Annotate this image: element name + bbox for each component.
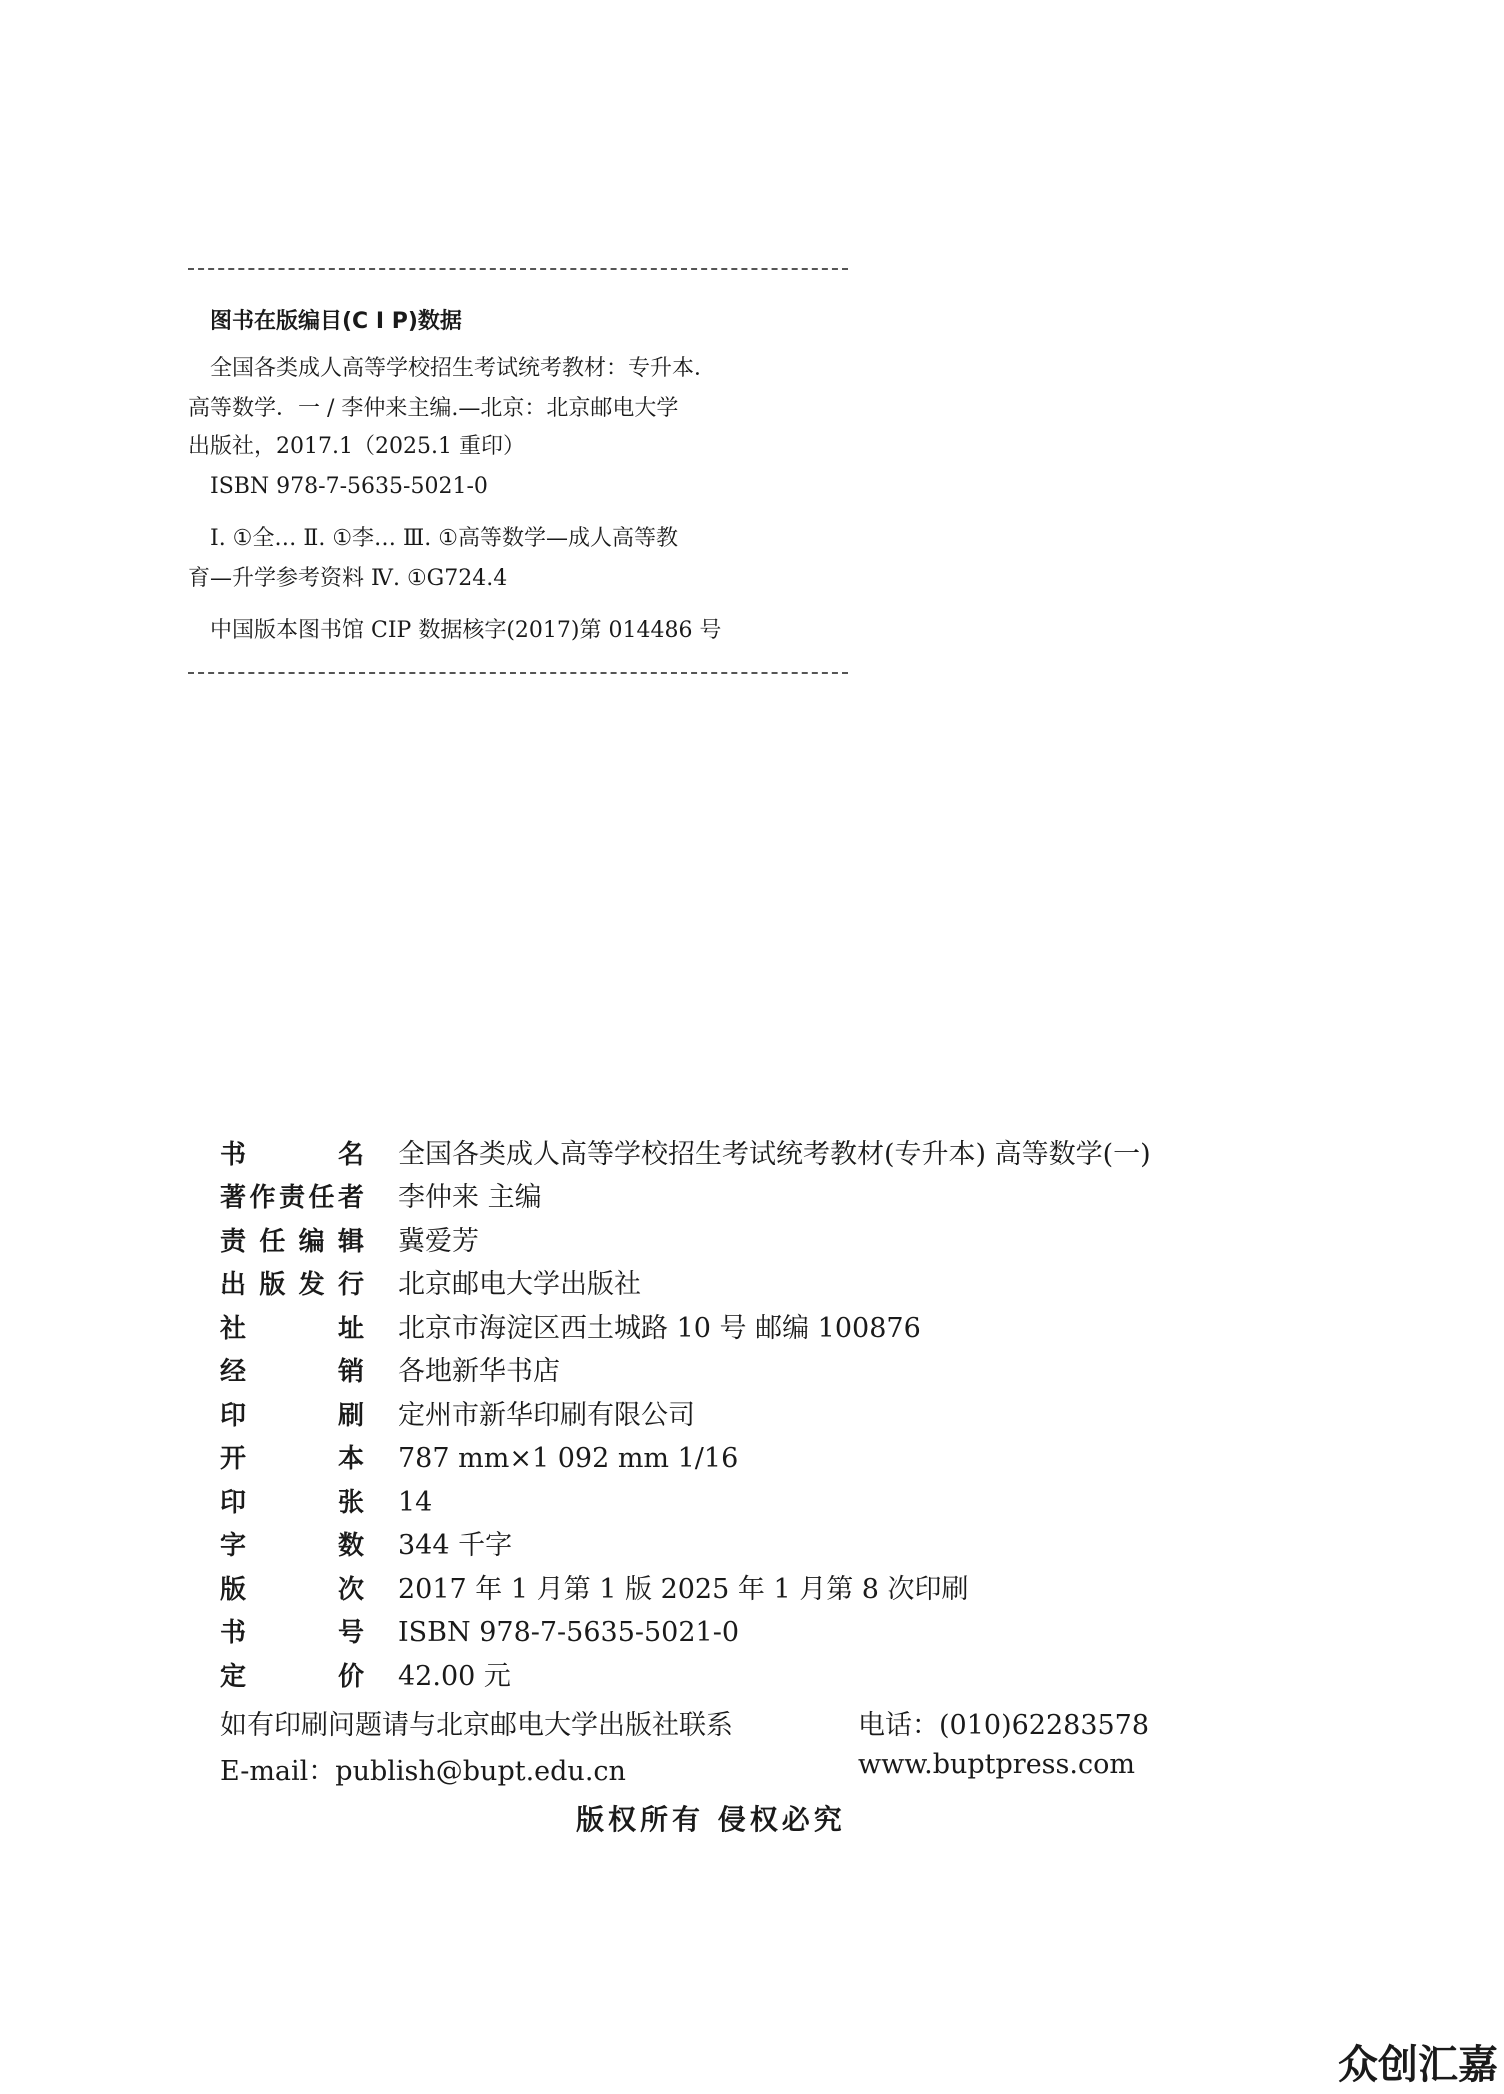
info-row bbox=[220, 1312, 921, 1346]
copyright-notice: 版权所有 侵权必究 bbox=[576, 1803, 846, 1836]
info-row bbox=[220, 1181, 542, 1215]
info-row bbox=[220, 1616, 739, 1650]
cip-line: Ⅰ. ①全… Ⅱ. ①李… Ⅲ. ①高等数学—成人高等教 bbox=[210, 526, 678, 551]
info-label: 责任编辑 bbox=[220, 1227, 364, 1257]
info-row bbox=[220, 1573, 969, 1607]
info-value: 北京邮电大学出版社 bbox=[398, 1269, 641, 1300]
info-value: ISBN 978-7-5635-5021-0 bbox=[398, 1617, 740, 1648]
info-value: 各地新华书店 bbox=[398, 1356, 560, 1387]
info-row bbox=[220, 1225, 479, 1259]
info-row bbox=[220, 1268, 641, 1302]
cip-line: ISBN 978-7-5635-5021-0 bbox=[210, 474, 488, 499]
info-row bbox=[220, 1355, 560, 1389]
info-label: 版次 bbox=[220, 1575, 364, 1605]
info-label: 经销 bbox=[220, 1357, 364, 1387]
info-label: 书号 bbox=[220, 1618, 364, 1648]
info-value: 冀爱芳 bbox=[398, 1226, 479, 1257]
cip-line: 中国版本图书馆 CIP 数据核字(2017)第 014486 号 bbox=[210, 618, 722, 643]
info-label: 开本 bbox=[220, 1444, 364, 1474]
info-label: 出版发行 bbox=[220, 1270, 364, 1300]
info-label: 社址 bbox=[220, 1314, 364, 1344]
cip-title: 图书在版编目(C I P)数据 bbox=[210, 309, 462, 334]
cip-line: 高等数学．一 / 李仲来主编.—北京：北京邮电大学 bbox=[188, 396, 679, 421]
info-row bbox=[220, 1138, 1151, 1172]
info-row bbox=[220, 1529, 512, 1563]
cip-bottom-divider bbox=[188, 672, 848, 674]
contact-website: www.buptpress.com bbox=[858, 1749, 1135, 1780]
info-value: 2017 年 1 月第 1 版 2025 年 1 月第 8 次印刷 bbox=[398, 1574, 969, 1605]
cip-line: 全国各类成人高等学校招生考试统考教材：专升本． bbox=[210, 356, 717, 381]
info-label: 著作责任者 bbox=[220, 1183, 364, 1213]
info-row bbox=[220, 1399, 695, 1433]
info-label: 书名 bbox=[220, 1140, 364, 1170]
cip-top-divider bbox=[188, 268, 848, 270]
info-label: 印刷 bbox=[220, 1401, 364, 1431]
info-row bbox=[220, 1442, 738, 1476]
cip-line: 育—升学参考资料 Ⅳ. ①G724.4 bbox=[188, 566, 508, 591]
contact-phone: 电话：(010)62283578 bbox=[858, 1710, 1150, 1741]
cip-line: 出版社，2017.1（2025.1 重印） bbox=[188, 434, 525, 459]
info-label: 字数 bbox=[220, 1531, 364, 1561]
info-value: 定州市新华印刷有限公司 bbox=[398, 1400, 695, 1431]
info-value: 344 千字 bbox=[398, 1530, 513, 1561]
info-value: 42.00 元 bbox=[398, 1661, 511, 1692]
watermark-logo: 众创汇嘉 bbox=[1338, 2042, 1498, 2088]
info-value: 全国各类成人高等学校招生考试统考教材(专升本) 高等数学(一) bbox=[398, 1139, 1151, 1170]
info-row bbox=[220, 1486, 432, 1520]
info-value: 李仲来 主编 bbox=[398, 1182, 542, 1213]
info-label: 定价 bbox=[220, 1662, 364, 1692]
info-row bbox=[220, 1660, 511, 1694]
contact-issue-text: 如有印刷问题请与北京邮电大学出版社联系 bbox=[220, 1710, 733, 1741]
info-value: 14 bbox=[398, 1487, 433, 1518]
cip-block bbox=[188, 268, 848, 643]
info-value: 787 mm×1 092 mm 1/16 bbox=[398, 1443, 739, 1474]
info-value: 北京市海淀区西土城路 10 号 邮编 100876 bbox=[398, 1313, 921, 1344]
info-label: 印张 bbox=[220, 1488, 364, 1518]
contact-email: E-mail：publish@bupt.edu.cn bbox=[220, 1756, 626, 1787]
